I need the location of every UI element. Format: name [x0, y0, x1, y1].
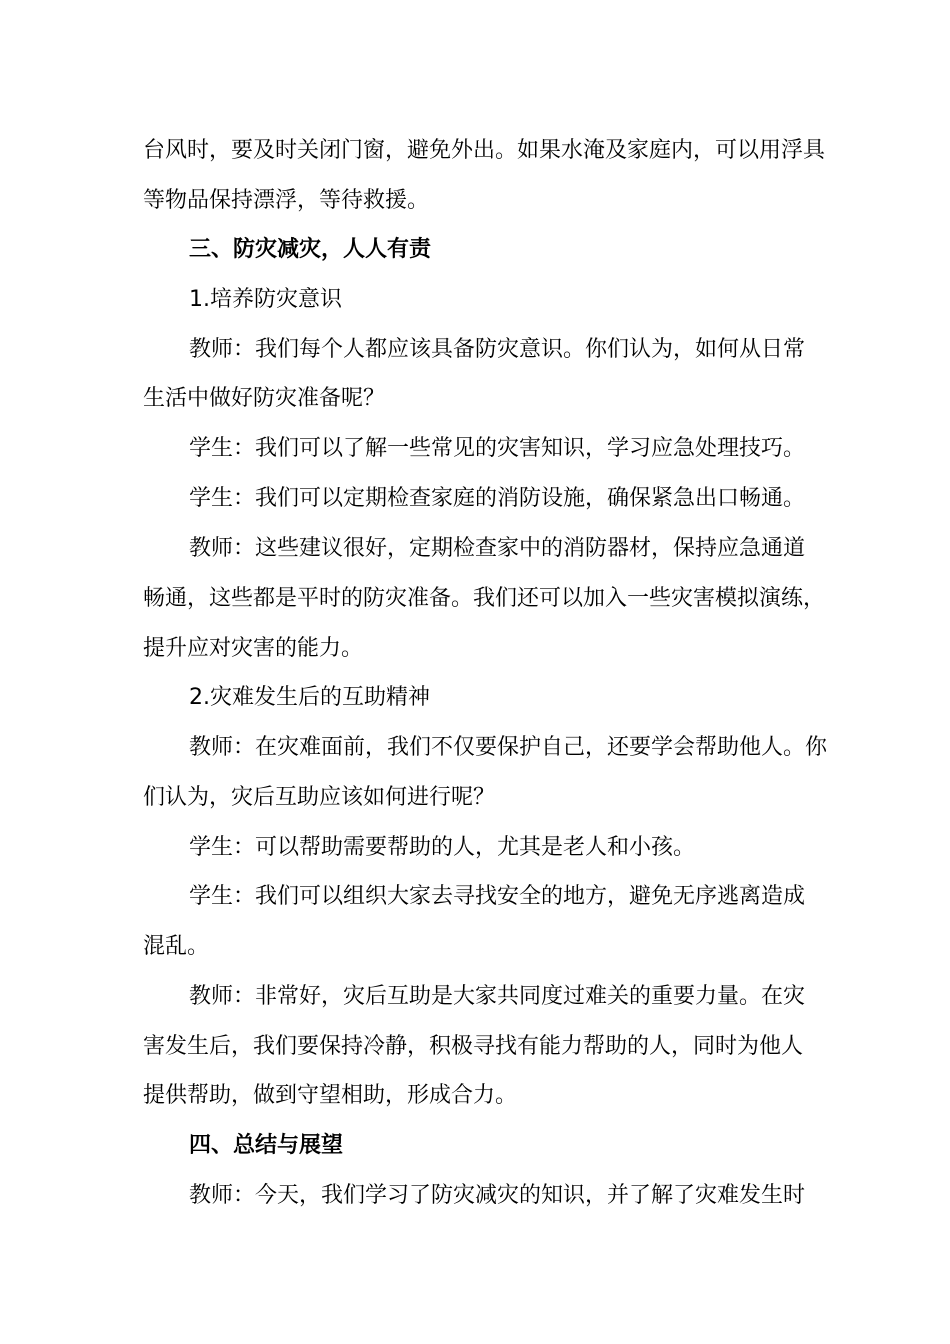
paragraph-line: 教师：这些建议很好，定期检查家中的消防器材，保持应急通道 — [189, 536, 806, 561]
paragraph-line: 等物品保持漂浮，等待救援。 — [143, 188, 430, 213]
paragraph-line: 教师：非常好，灾后互助是大家共同度过难关的重要力量。在灾 — [189, 984, 806, 1009]
paragraph-line: 教师：在灾难面前，我们不仅要保护自己，还要学会帮助他人。你 — [189, 735, 828, 760]
paragraph-line: 教师：我们每个人都应该具备防灾意识。你们认为，如何从日常 — [189, 337, 806, 362]
paragraph-line: 台风时，要及时关闭门窗，避免外出。如果水淹及家庭内，可以用浮具 — [143, 138, 826, 163]
paragraph-line: 教师：今天，我们学习了防灾减灾的知识，并了解了灾难发生时 — [189, 1183, 806, 1208]
subsection-heading: 1.培养防灾意识 — [189, 287, 342, 312]
subsection-heading: 2.灾难发生后的互助精神 — [189, 685, 430, 710]
paragraph-line: 学生：我们可以组织大家去寻找安全的地方，避免无序逃离造成 — [189, 884, 806, 909]
paragraph-line: 提升应对灾害的能力。 — [143, 636, 364, 661]
paragraph-line: 们认为，灾后互助应该如何进行呢？ — [143, 785, 496, 810]
paragraph-line: 害发生后，我们要保持冷静，积极寻找有能力帮助的人，同时为他人 — [143, 1034, 804, 1059]
paragraph-line: 学生：我们可以定期检查家庭的消防设施，确保紧急出口畅通。 — [189, 486, 806, 511]
paragraph-line: 学生：可以帮助需要帮助的人，尤其是老人和小孩。 — [189, 835, 696, 860]
paragraph-line: 生活中做好防灾准备呢？ — [143, 386, 386, 411]
section-heading: 三、防灾减灾，人人有责 — [189, 237, 432, 262]
paragraph-line: 畅通，这些都是平时的防灾准备。我们还可以加入一些灾害模拟演练， — [143, 586, 826, 611]
paragraph-line: 提供帮助，做到守望相助，形成合力。 — [143, 1083, 518, 1108]
paragraph-line: 混乱。 — [143, 934, 210, 959]
paragraph-line: 学生：我们可以了解一些常见的灾害知识，学习应急处理技巧。 — [189, 436, 806, 461]
section-heading: 四、总结与展望 — [189, 1133, 344, 1158]
